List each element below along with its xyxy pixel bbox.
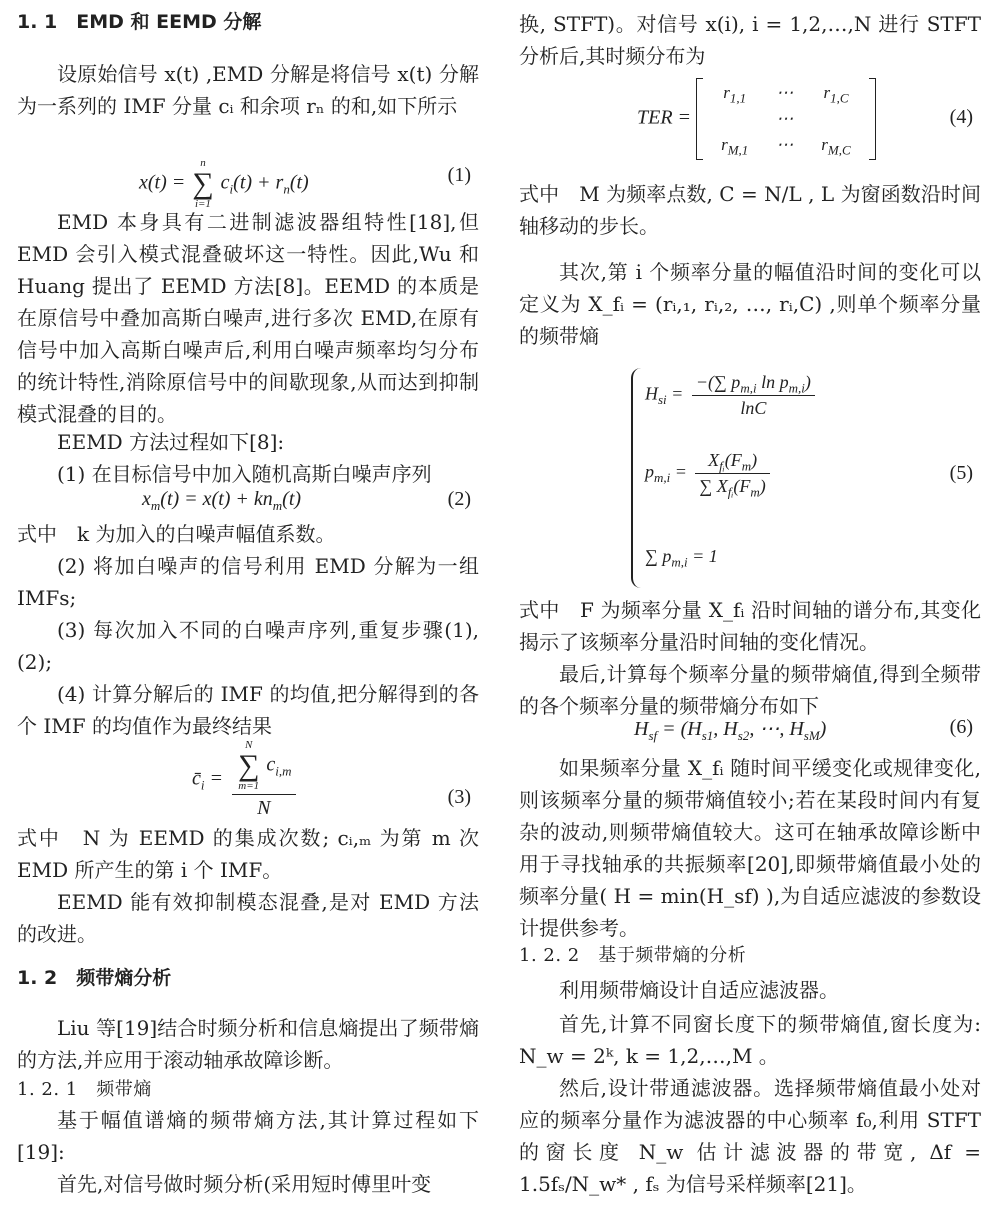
equation-1: x(t) = n ∑ i=1 $c_i(t) + r_n(t)$ (1) bbox=[139, 157, 471, 210]
section-heading-1-1: 1. 1 EMD 和 EEMD 分解 bbox=[17, 11, 262, 33]
equation-5: $H_{si}$ = $\frac{-(\sum p_{m,i} \ln p_{m,i})}{\ln C}$ $p_{m,i}$ = $\frac{X_{fᵢ}(F_m)}{\sum X_{fᵢ}(F_m)}$ ∑ $p_{m,i} = 1$ (5) bbox=[519, 360, 981, 590]
paragraph-band-entropy-procedure: 基于幅值谱熵的频带熵方法,其计算过程如下[19]: bbox=[17, 1108, 479, 1164]
paragraph-bandpass: 然后,设计带通滤波器。选择频带熵值最小处对应的频率分量作为滤波器的中心频率 f₀,利用 STFT 的窗长度 N_w 估计滤波器的带宽, Δf = 1.5fₛ/N_w* , fₛ 为信号采样频率[21]。 bbox=[519, 1076, 981, 1196]
paragraph-stft: 换, STFT)。对信号 x(i), i = 1,2,…,N 进行 STFT 分析后,其时频分布为 bbox=[519, 12, 981, 68]
paragraph-k-definition: 式中 k 为加入的白噪声幅值系数。 bbox=[17, 522, 336, 546]
paragraph-eemd-process: EEMD 方法过程如下[8]: bbox=[57, 430, 285, 454]
step-4: (4) 计算分解后的 IMF 的均值,把分解得到的各个 IMF 的均值作为最终结果 bbox=[17, 682, 479, 738]
equation-3-number: (3) bbox=[447, 786, 471, 808]
equation-2: $x_m(t) = x(t) + kn_m(t)$ (2) bbox=[142, 488, 471, 513]
paragraph-window-length: 首先,计算不同窗长度下的频带熵值,窗长度为: N_w = 2ᵏ, k = 1,2,…,M 。 bbox=[519, 1012, 981, 1068]
equation-3: $c̄_i$ = N ∑ m=1 $c_{i,m}$ N (3) bbox=[192, 739, 471, 819]
paragraph-interpretation: 如果频率分量 X_fᵢ 随时间平缓变化或规律变化,则该频率分量的频带熵值较小;若在某段时间内有复杂的波动,则频带熵值较大。这可在轴承故障诊断中用于寻找轴承的共振频率[20],即频带熵值最小处的频率分量( H = min(H_sf) ),为自适应滤波的参数设计提供参考。 bbox=[519, 756, 981, 940]
paragraph-f-definition: 式中 F 为频率分量 X_fᵢ 沿时间轴的谱分布,其变化揭示了该频率分量沿时间轴的变化情况。 bbox=[519, 598, 981, 654]
paragraph-eemd-background: EMD 本身具有二进制滤波器组特性[18],但 EMD 会引入模式混叠破坏这一特性。因此,Wu 和 Huang 提出了 EEMD 方法[8]。EEMD 的本质是在原信号中叠加高斯白噪声,进行多次 EMD,在原有信号中加入高斯白噪声后,利用白噪声频率均匀分布的统计特性,消除原信号中的间歇现象,从而达到抑制模式混叠的目的。 bbox=[17, 210, 479, 426]
section-heading-1-2: 1. 2 频带熵分析 bbox=[17, 967, 172, 989]
paragraph-first-step: 首先,对信号做时频分析(采用短时傅里叶变 bbox=[57, 1172, 432, 1196]
paragraph-eemd-summary: EEMD 能有效抑制模态混叠,是对 EMD 方法的改进。 bbox=[17, 890, 479, 946]
section-heading-1-2-2: 1. 2. 2 基于频带熵的分析 bbox=[519, 945, 747, 966]
step-3: (3) 每次加入不同的白噪声序列,重复步骤(1),(2); bbox=[17, 618, 479, 674]
equation-4-number: (4) bbox=[949, 106, 973, 128]
step-1: (1) 在目标信号中加入随机高斯白噪声序列 bbox=[57, 462, 432, 486]
paragraph-final-step: 最后,计算每个频率分量的频带熵值,得到全频带的各个频率分量的频带熵分布如下 bbox=[519, 662, 981, 718]
equation-1-number: (1) bbox=[447, 164, 471, 186]
equation-6: $H_{sf} = (H_{s1}$, $H_{s2}$, ⋯, $H_{sM}$) (6) bbox=[634, 716, 973, 743]
paragraph-filter-design: 利用频带熵设计自适应滤波器。 bbox=[559, 978, 839, 1002]
paragraph-emd-intro: 设原始信号 x(t) ,EMD 分解是将信号 x(t) 分解为一系列的 IMF 分量 cᵢ 和余项 rₙ 的和,如下所示 bbox=[17, 62, 479, 118]
paragraph-n-definition: 式中 N 为 EEMD 的集成次数; cᵢ,ₘ 为第 m 次 EMD 所产生的第 i 个 IMF。 bbox=[17, 826, 479, 882]
section-heading-1-2-1: 1. 2. 1 频带熵 bbox=[17, 1079, 152, 1100]
equation-2-number: (2) bbox=[447, 488, 471, 510]
step-2: (2) 将加白噪声的信号利用 EMD 分解为一组 IMFs; bbox=[17, 554, 479, 610]
equation-4: TER = $r_{1,1}$ ⋯ $r_{1,C}$ ⋯ $r_{M,1}$ ⋯ $r_{M,C}$ (4) bbox=[519, 76, 981, 166]
equation-5-number: (5) bbox=[949, 462, 973, 484]
equation-5-brace bbox=[631, 368, 643, 588]
paragraph-amplitude: 其次,第 i 个频率分量的幅值沿时间的变化可以定义为 X_fᵢ = (rᵢ,₁, rᵢ,₂, …, rᵢ,C) ,则单个频率分量的频带熵 bbox=[519, 260, 981, 348]
equation-6-number: (6) bbox=[949, 716, 973, 738]
paragraph-liu-method: Liu 等[19]结合时频分析和信息熵提出了频带熵的方法,并应用于滚动轴承故障诊断。 bbox=[17, 1016, 479, 1072]
paragraph-m-definition: 式中 M 为频率点数, C = N/L , L 为窗函数沿时间轴移动的步长。 bbox=[519, 182, 981, 238]
